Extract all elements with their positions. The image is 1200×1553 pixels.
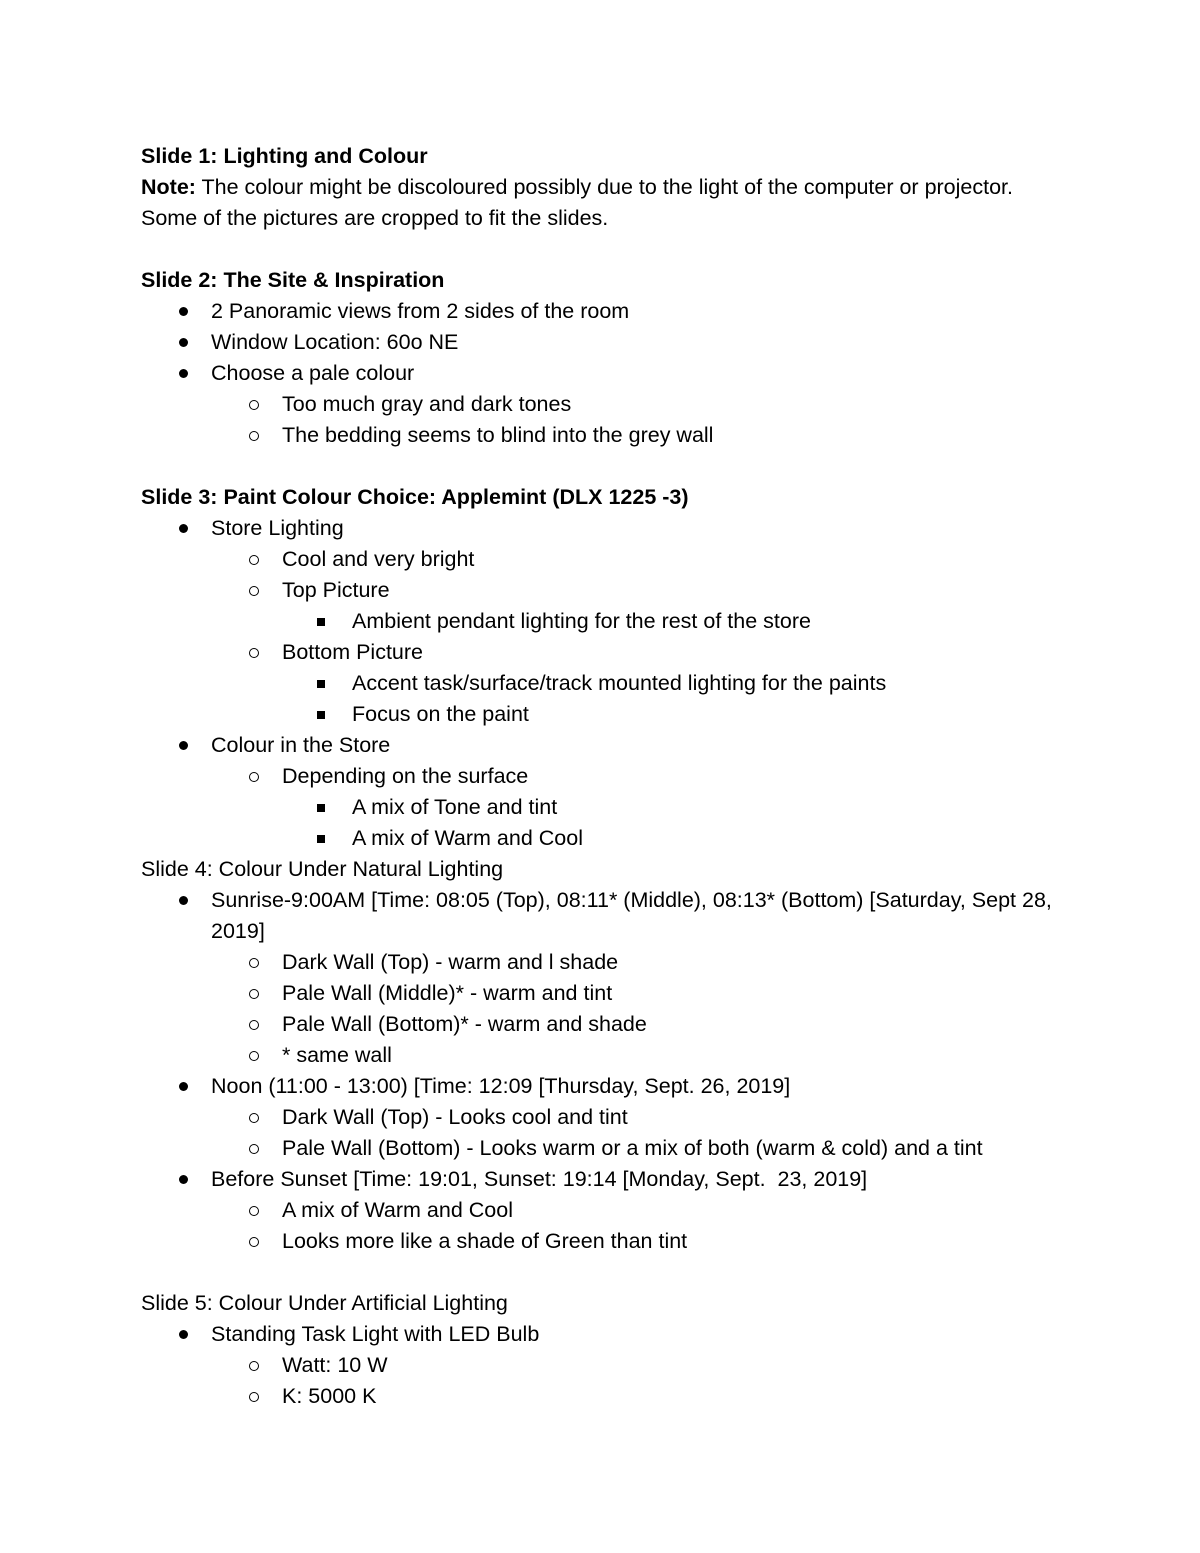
- list-subitem: Watt: 10 W: [141, 1350, 1061, 1381]
- list-item: Store Lighting: [141, 513, 1061, 544]
- bullet-square-icon: [317, 823, 337, 854]
- list-item: Noon (11:00 - 13:00) [Time: 12:09 [Thursday, Sept. 26, 2019]: [141, 1071, 1061, 1102]
- bullet-circle-icon: [249, 1009, 269, 1041]
- list-item: Window Location: 60o NE: [141, 327, 1061, 358]
- bullet-dot-icon: [179, 327, 199, 358]
- note-label: Note:: [141, 175, 196, 199]
- list-item: Before Sunset [Time: 19:01, Sunset: 19:14 [Monday, Sept. 23, 2019]: [141, 1164, 1061, 1195]
- list-subitem: A mix of Warm and Cool: [141, 1195, 1061, 1226]
- spacer: [141, 234, 1061, 265]
- bullet-circle-icon: [249, 1195, 269, 1227]
- bullet-dot-icon: [179, 885, 199, 916]
- bullet-circle-icon: [249, 1381, 269, 1413]
- list-item: Standing Task Light with LED Bulb: [141, 1319, 1061, 1350]
- list-subitem: Pale Wall (Middle)* - warm and tint: [141, 978, 1061, 1009]
- slide5-heading: Slide 5: Colour Under Artificial Lighting: [141, 1291, 508, 1315]
- bullet-dot-icon: [179, 358, 199, 389]
- list-item: Colour in the Store: [141, 730, 1061, 761]
- list-subitem: K: 5000 K: [141, 1381, 1061, 1412]
- list-subsubitem: A mix of Warm and Cool: [141, 823, 1061, 854]
- slide1-heading: Slide 1: Lighting and Colour: [141, 144, 428, 168]
- bullet-dot-icon: [179, 1071, 199, 1102]
- bullet-dot-icon: [179, 296, 199, 327]
- list-subsubitem: Focus on the paint: [141, 699, 1061, 730]
- bullet-square-icon: [317, 668, 337, 699]
- list-subitem: Looks more like a shade of Green than tint: [141, 1226, 1061, 1257]
- list-item: Choose a pale colour: [141, 358, 1061, 389]
- bullet-square-icon: [317, 699, 337, 730]
- bullet-circle-icon: [249, 575, 269, 607]
- list-subsubitem: A mix of Tone and tint: [141, 792, 1061, 823]
- bullet-circle-icon: [249, 1350, 269, 1382]
- bullet-dot-icon: [179, 1164, 199, 1195]
- slide3-heading: Slide 3: Paint Colour Choice: Applemint (DLX 1225 -3): [141, 485, 689, 509]
- bullet-dot-icon: [179, 513, 199, 544]
- spacer: [141, 1257, 1061, 1288]
- list-subitem: The bedding seems to blind into the grey wall: [141, 420, 1061, 451]
- bullet-circle-icon: [249, 637, 269, 669]
- spacer: [141, 451, 1061, 482]
- note-text: The colour might be discoloured possibly due to the light of the computer or projector. Some of the pictures are cropped to fit the slides.: [141, 175, 1019, 230]
- bullet-circle-icon: [249, 544, 269, 576]
- bullet-circle-icon: [249, 389, 269, 421]
- slide1-note: [141, 172, 1061, 234]
- bullet-circle-icon: [249, 420, 269, 452]
- bullet-circle-icon: [249, 947, 269, 979]
- list-subsubitem: Ambient pendant lighting for the rest of the store: [141, 606, 1061, 637]
- list-subitem: Dark Wall (Top) - Looks cool and tint: [141, 1102, 1061, 1133]
- bullet-circle-icon: [249, 1133, 269, 1165]
- list-subitem: Top Picture: [141, 575, 1061, 606]
- list-subitem: * same wall: [141, 1040, 1061, 1071]
- list-subitem: Depending on the surface: [141, 761, 1061, 792]
- bullet-square-icon: [317, 606, 337, 637]
- bullet-circle-icon: [249, 761, 269, 793]
- list-subitem: Dark Wall (Top) - warm and l shade: [141, 947, 1061, 978]
- list-subitem: Bottom Picture: [141, 637, 1061, 668]
- bullet-square-icon: [317, 792, 337, 823]
- bullet-circle-icon: [249, 1102, 269, 1134]
- bullet-dot-icon: [179, 730, 199, 761]
- slide4-heading: Slide 4: Colour Under Natural Lighting: [141, 857, 504, 881]
- bullet-circle-icon: [249, 1040, 269, 1072]
- bullet-circle-icon: [249, 1226, 269, 1258]
- list-subitem: Cool and very bright: [141, 544, 1061, 575]
- bullet-circle-icon: [249, 978, 269, 1010]
- list-subitem: Pale Wall (Bottom)* - warm and shade: [141, 1009, 1061, 1040]
- list-subsubitem: Accent task/surface/track mounted lighting for the paints: [141, 668, 1061, 699]
- list-subitem: Too much gray and dark tones: [141, 389, 1061, 420]
- bullet-dot-icon: [179, 1319, 199, 1350]
- list-subitem: Pale Wall (Bottom) - Looks warm or a mix of both (warm & cold) and a tint: [141, 1133, 1061, 1164]
- document-page: [141, 141, 1061, 1412]
- slide2-heading: Slide 2: The Site & Inspiration: [141, 268, 445, 292]
- list-item: 2 Panoramic views from 2 sides of the room: [141, 296, 1061, 327]
- list-item: Sunrise-9:00AM [Time: 08:05 (Top), 08:11* (Middle), 08:13* (Bottom) [Saturday, Sept 28, 2019]: [141, 885, 1061, 947]
